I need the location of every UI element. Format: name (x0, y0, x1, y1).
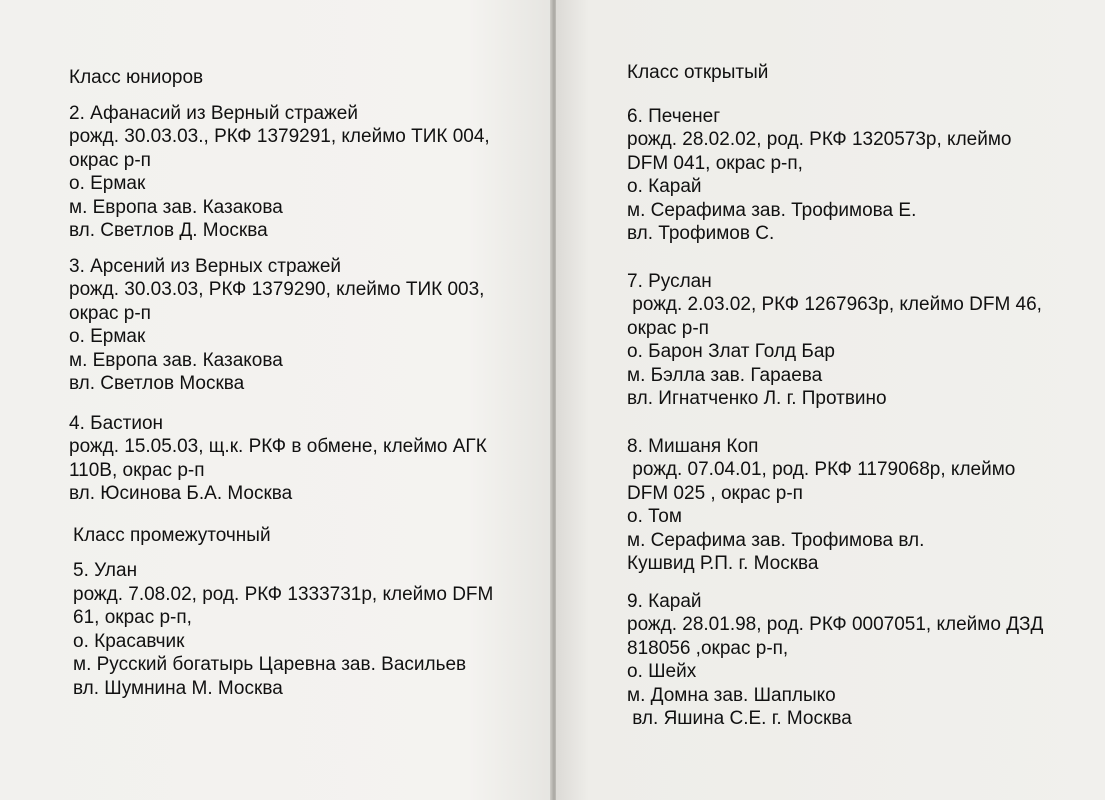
dog-father: о. Шейх (627, 661, 697, 682)
dog-birth-info: рожд. 28.02.02, род. РКФ 1320573р, клеймо (627, 129, 1012, 150)
dog-color: 110В, окрас р-п (69, 459, 205, 481)
dog-owner: вл. Трофимов С. (627, 223, 775, 244)
dog-name: 3. Арсений из Верных стражей (69, 255, 341, 277)
dog-birth-info: рожд. 2.03.02, РКФ 1267963р, клеймо DFM 46, (627, 294, 1042, 315)
dog-birth-info: рожд. 30.03.03., РКФ 1379291, клеймо ТИК 004, (69, 126, 490, 147)
dog-mother: м. Европа зав. Казакова (69, 196, 283, 218)
dog-owner: Кушвид Р.П. г. Москва (627, 553, 819, 574)
dog-mother: м. Русский богатырь Царевна зав. Васильев (73, 654, 467, 675)
dog-color: окрас р-п (627, 317, 709, 339)
dog-name: 2. Афанасий из Верный стражей (69, 102, 358, 124)
left-page-content (69, 66, 539, 712)
dog-father: о. Барон Злат Голд Бар (627, 341, 835, 362)
dog-father: о. Карай (627, 176, 702, 197)
dog-owner: вл. Светлов Москва (69, 373, 245, 394)
dog-name: 6. Печенег (627, 105, 721, 127)
dog-entry-9 (627, 590, 1087, 731)
dog-owner: вл. Юсинова Б.А. Москва (69, 483, 293, 504)
dog-name: 7. Руслан (627, 270, 712, 292)
dog-entry-2 (69, 102, 539, 243)
dog-owner: вл. Игнатченко Л. г. Протвино (627, 388, 887, 409)
dog-owner: вл. Светлов Д. Москва (69, 220, 268, 241)
dog-color: окрас р-п (69, 302, 151, 324)
dog-name: 5. Улан (73, 560, 138, 581)
dog-father: о. Ермак (69, 326, 146, 347)
dog-birth-info: рожд. 30.03.03, РКФ 1379290, клеймо ТИК 003, (69, 279, 485, 300)
dog-owner: вл. Шумнина М. Москва (73, 677, 283, 699)
dog-mother: м. Бэлла зав. Гараева (627, 364, 823, 386)
dog-mother: м. Серафима зав. Трофимова вл. (627, 529, 925, 551)
dog-mother: м. Европа зав. Казакова (69, 349, 283, 371)
dog-entry-7 (627, 270, 1087, 411)
dog-father: о. Красавчик (73, 630, 185, 652)
dog-father: о. Том (627, 506, 682, 527)
dog-mother: м. Серафима зав. Трофимова Е. (627, 199, 917, 221)
section-heading-juniors: Класс юниоров (69, 67, 204, 88)
dog-mother: м. Домна зав. Шаплыко (627, 684, 836, 706)
dog-color: 61, окрас р-п, (73, 607, 192, 628)
dog-color: DFM 041, окрас р-п, (627, 152, 803, 174)
dog-color: DFM 025 , окрас р-п (627, 482, 803, 504)
dog-birth-info: рожд. 07.04.01, род. РКФ 1179068р, клеймо (627, 459, 1016, 480)
dog-color: 818056 ,окрас р-п, (627, 637, 789, 659)
dog-father: о. Ермак (69, 173, 146, 194)
dog-name: 4. Бастион (69, 412, 164, 434)
dog-birth-info: рожд. 15.05.03, щ.к. РКФ в обмене, клеймо АГК (69, 436, 487, 457)
dog-name: 8. Мишаня Коп (627, 435, 759, 457)
dog-entry-4 (69, 412, 539, 506)
dog-entry-6 (627, 105, 1087, 246)
dog-entry-5 (69, 559, 539, 700)
section-heading-intermediate: Класс промежуточный (73, 524, 271, 546)
dog-owner: вл. Яшина С.Е. г. Москва (627, 708, 852, 729)
dog-birth-info: рожд. 28.01.98, род. РКФ 0007051, клеймо ДЗД (627, 614, 1044, 635)
section-heading-open: Класс открытый (627, 62, 769, 83)
dog-name: 9. Карай (627, 590, 702, 612)
dog-entry-8 (627, 435, 1087, 576)
dog-birth-info: рожд. 7.08.02, род. РКФ 1333731р, клеймо DFM (73, 583, 494, 605)
dog-color: окрас р-п (69, 149, 151, 171)
dog-entry-3 (69, 255, 539, 396)
right-page-content (627, 61, 1087, 743)
